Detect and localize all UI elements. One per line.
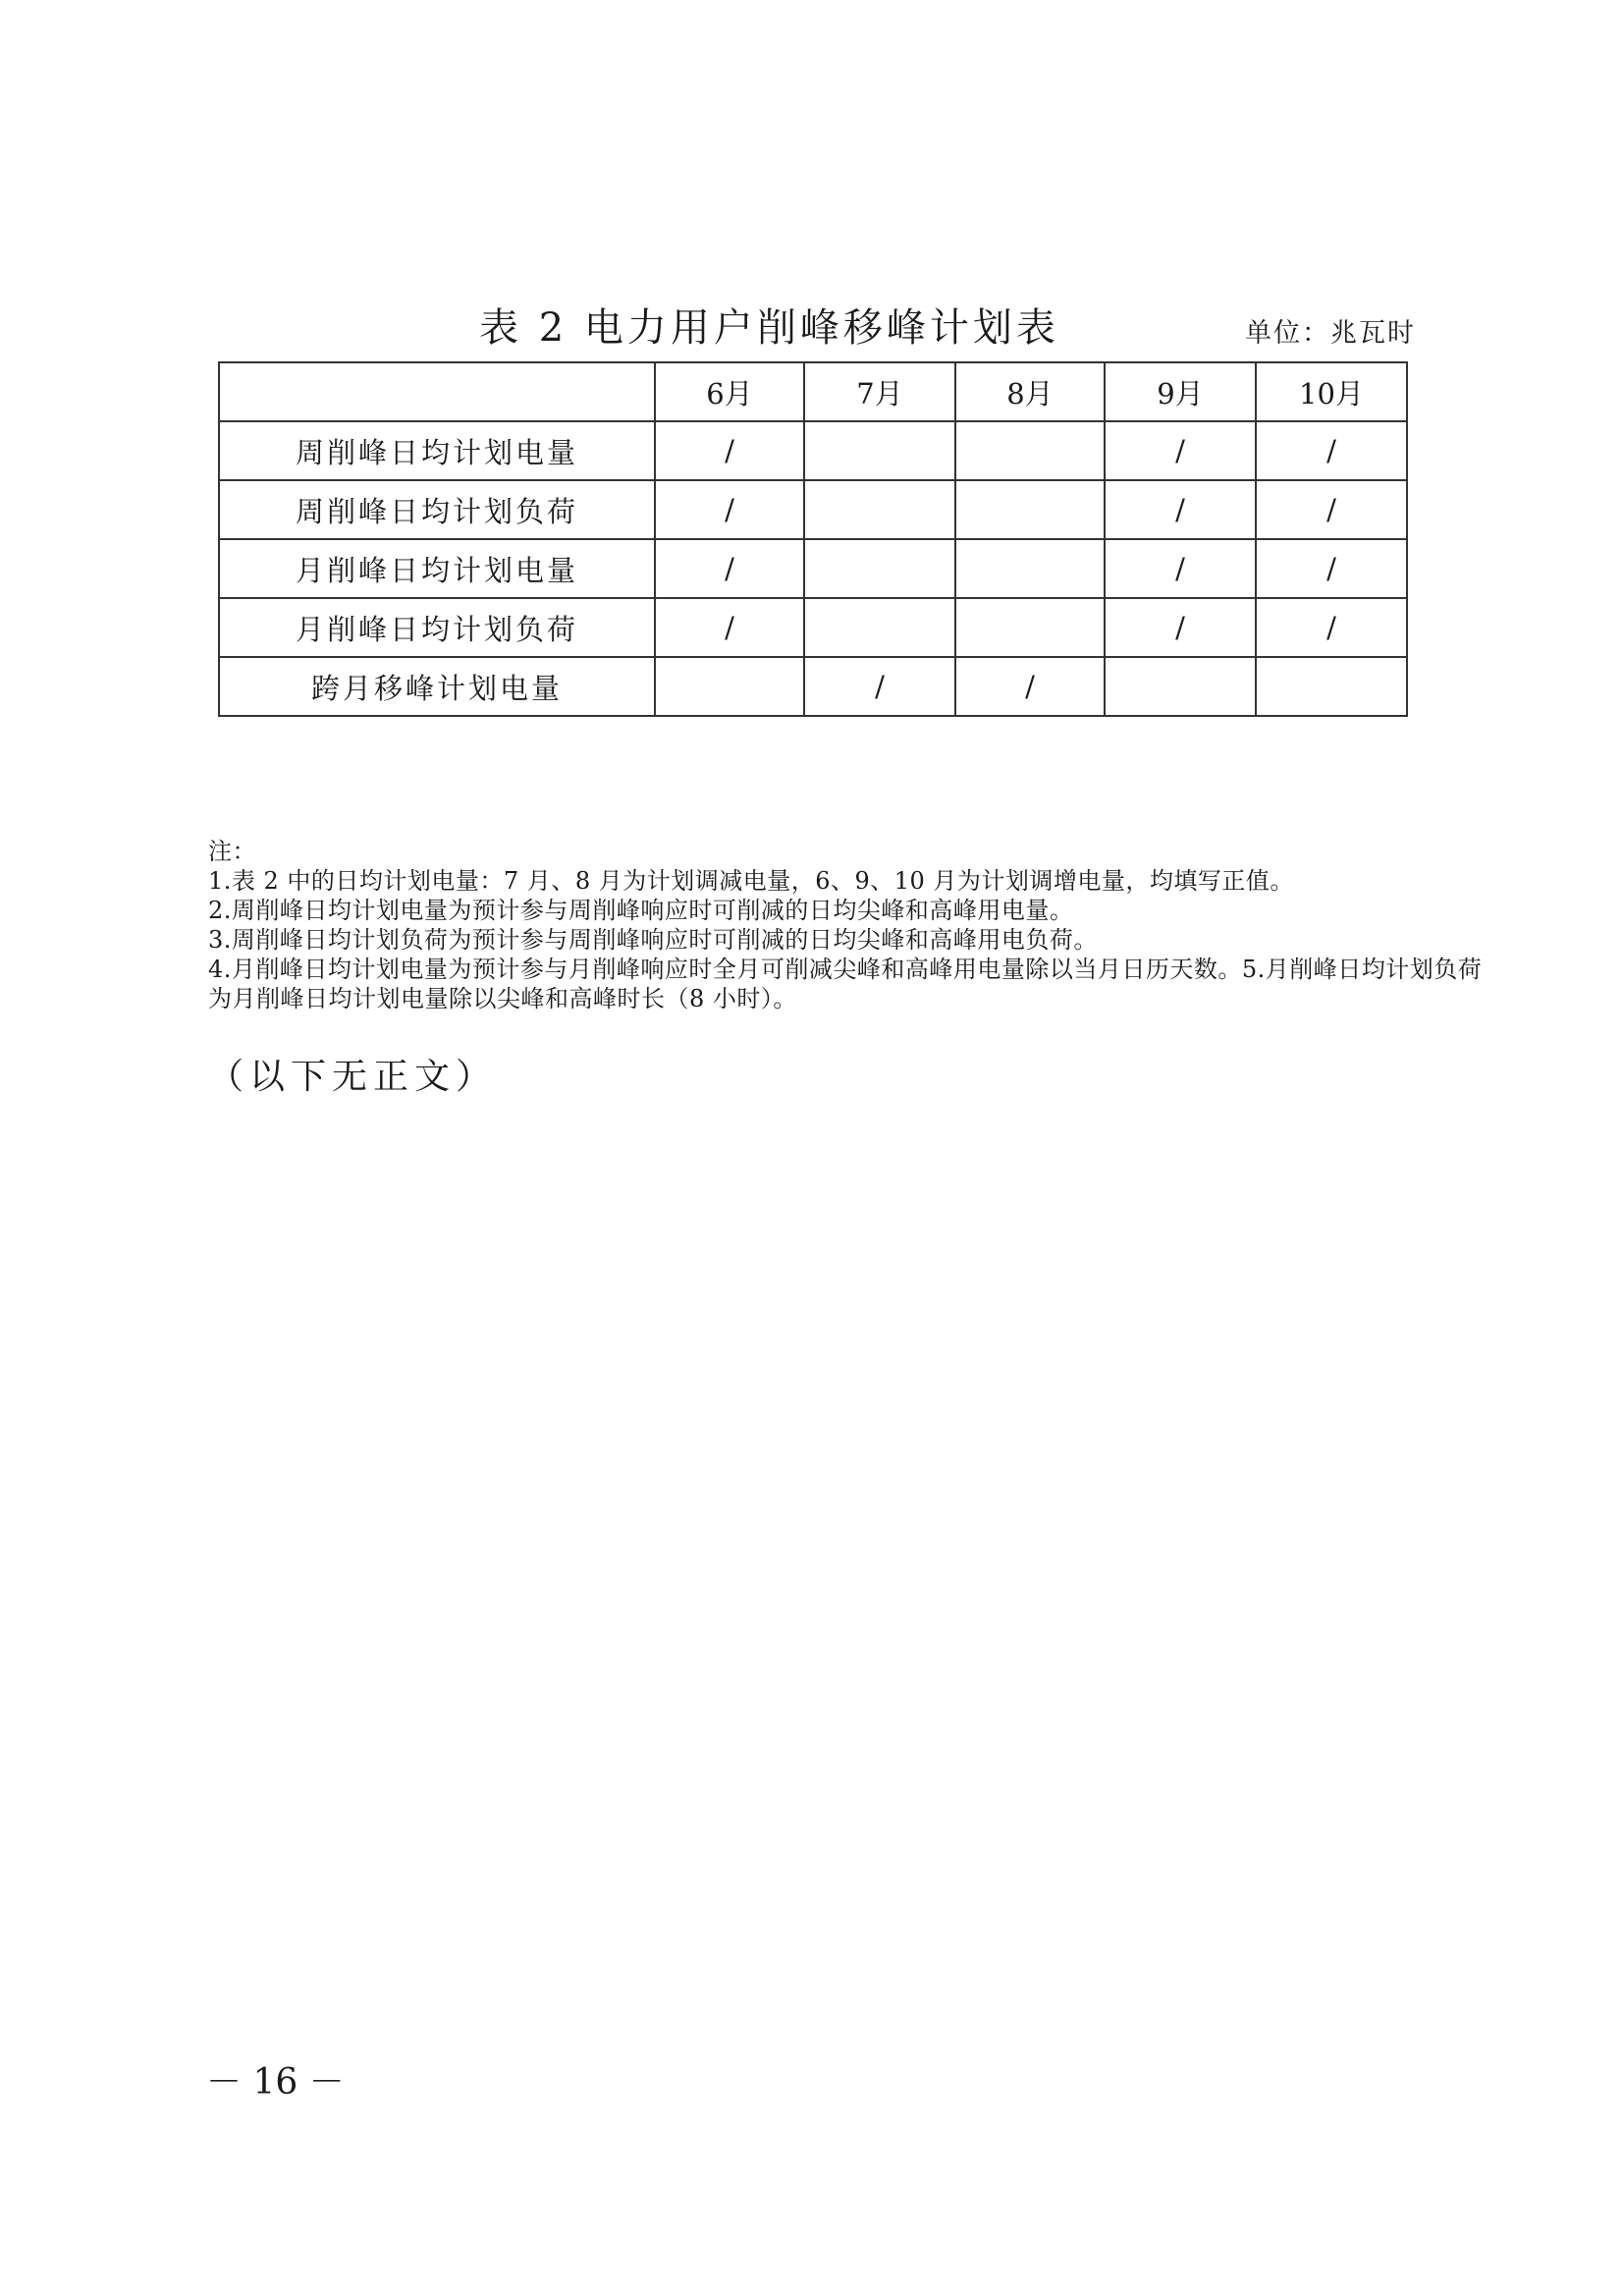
row-label: 周削峰日均计划电量 [219,421,655,480]
table-row [219,539,1407,598]
table-cell [804,598,955,657]
row-label: 跨月移峰计划电量 [219,657,655,716]
table-cell [955,539,1105,598]
table-row [219,421,1407,480]
table-cell: / [655,598,804,657]
header-cell: 8月 [955,362,1105,421]
note-line: 4.月削峰日均计划电量为预计参与月削峰响应时全月可削减尖峰和高峰用电量除以当月日历天数。5.月削峰日均计划负荷为月削峰日均计划电量除以尖峰和高峰时长（8 小时）。 [208,956,1483,1012]
table-cell: / [1105,539,1256,598]
table-cell: / [655,539,804,598]
table-cell [1105,657,1256,716]
table-cell: / [1256,539,1407,598]
table-cell: / [955,657,1105,716]
unit-label: 单位：兆瓦时 [1245,318,1416,349]
note-line: 1.表 2 中的日均计划电量：7 月、8 月为计划调减电量，6、9、10 月为计划调增电量，均填写正值。 [208,867,1294,895]
header-cell: 10月 [1256,362,1407,421]
table-cell: / [1256,598,1407,657]
header-cell [219,362,655,421]
table-row [219,480,1407,539]
table-cell [655,657,804,716]
note-line: 3.周削峰日均计划负荷为预计参与周削峰响应时可削减的日均尖峰和高峰用电负荷。 [208,926,1098,954]
end-of-text-marker: （以下无正文） [208,1057,498,1097]
table-cell [955,598,1105,657]
table-header-row [219,362,1407,421]
table-cell: / [1256,421,1407,480]
note-line: 2.周削峰日均计划电量为预计参与周削峰响应时可削减的日均尖峰和高峰用电量。 [208,897,1074,924]
table-cell [804,539,955,598]
notes-heading: 注： [208,838,256,865]
table-cell [955,480,1105,539]
row-label: 周削峰日均计划负荷 [219,480,655,539]
plan-table [218,361,1408,717]
row-label: 月削峰日均计划电量 [219,539,655,598]
table-cell: / [1105,598,1256,657]
page-number: － 16 － [206,2062,345,2103]
table-cell: / [655,480,804,539]
header-cell: 7月 [804,362,955,421]
table-cell [804,480,955,539]
table-cell [955,421,1105,480]
notes-section [208,837,1504,1013]
table-row [219,598,1407,657]
table-cell [804,421,955,480]
table-cell: / [1105,421,1256,480]
table-cell [1256,657,1407,716]
table-cell: / [655,421,804,480]
row-label: 月削峰日均计划负荷 [219,598,655,657]
table-cell: / [1105,480,1256,539]
table-cell: / [1256,480,1407,539]
header-cell: 6月 [655,362,804,421]
table-row [219,657,1407,716]
table-title: 表 2 电力用户削峰移峰计划表 [479,305,1059,351]
table-cell: / [804,657,955,716]
header-cell: 9月 [1105,362,1256,421]
